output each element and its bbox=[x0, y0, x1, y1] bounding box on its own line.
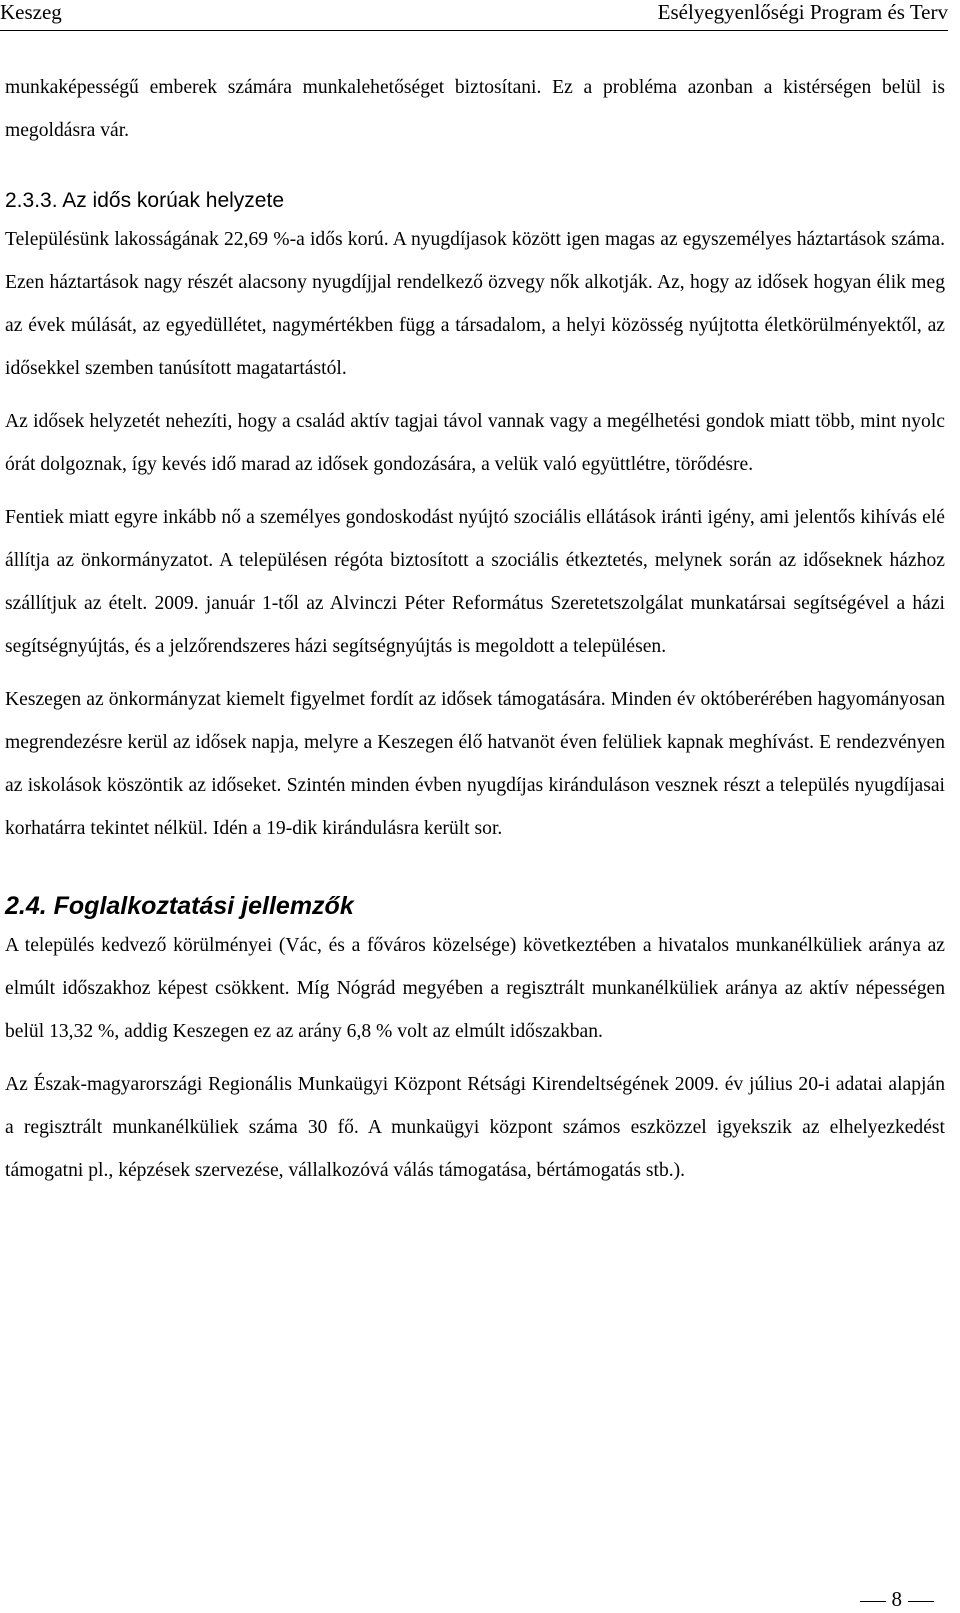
footer-rule-left bbox=[860, 1601, 886, 1602]
page-header bbox=[0, 0, 948, 31]
footer-rule-right bbox=[908, 1601, 934, 1602]
document-body bbox=[5, 66, 945, 1192]
header-title-right: Esélyegyenlőségi Program és Terv bbox=[657, 0, 948, 24]
section-heading-2-4: 2.4. Foglalkoztatási jellemzők bbox=[5, 892, 354, 920]
subsection-heading-2-3-3: 2.3.3. Az idős korúak helyzete bbox=[5, 189, 284, 212]
paragraph-employment-center: Az Észak-magyarországi Regionális Munkaügyi Központ Rétsági Kirendeltségének 2009. év július 20-i adatai alapján a regisztrált munkanélküliek száma 30 fő. A munkaügyi központ számos eszközzel igyekszik az elhelyezkedést támogatni pl., képzések szervezése, vállalkozóvá válás támogatása, bértámogatás stb.). bbox=[5, 1074, 945, 1181]
header-title-left: Keszeg bbox=[0, 0, 62, 24]
paragraph-elderly-support: Keszegen az önkormányzat kiemelt figyelmet fordít az idősek támogatására. Minden év októberérében hagyományosan megrendezésre kerül az idősek napja, melyre a Keszegen élő hatvanöt éven felüliek kapnak meghívást. E rendezvényen az iskolások köszöntik az időseket. Szintén minden évben nyugdíjas kiránduláson vesznek részt a település nyugdíjasai korhatárra tekintet nélkül. Idén a 19-dik kirándulásra került sor. bbox=[5, 689, 945, 839]
paragraph-social-services: Fentiek miatt egyre inkább nő a személyes gondoskodást nyújtó szociális ellátások iránti igény, ami jelentős kihívás elé állítja az önkormányzatot. A településen régóta biztosított a szociális étkeztetés, melynek során az időseknek házhoz szállítjuk az ételt. 2009. január 1-től az Alvinczi Péter Református Szeretetszolgálat munkatársai segítségével a házi segítségnyújtás, és a jelzőrendszeres házi segítségnyújtás is megoldott a településen. bbox=[5, 507, 945, 657]
page-footer bbox=[0, 1587, 940, 1612]
paragraph-unemployment-rate: A település kedvező körülményei (Vác, és a főváros közelsége) következtében a hivatalos munkanélküliek aránya az elmúlt időszakhoz képest csökkent. Míg Nógrád megyében a regisztrált munkanélküliek aránya az aktív népességen belül 13,32 %, addig Keszegen ez az arány 6,8 % volt az elmúlt időszakban. bbox=[5, 935, 945, 1042]
paragraph-continuation: munkaképességű emberek számára munkalehetőséget biztosítani. Ez a probléma azonban a kistérségen belül is megoldásra vár. bbox=[5, 77, 945, 141]
paragraph-elderly-population: Településünk lakosságának 22,69 %-a idős korú. A nyugdíjasok között igen magas az egyszemélyes háztartások száma. Ezen háztartások nagy részét alacsony nyugdíjjal rendelkező özvegy nők alkotják. Az, hogy az idősek hogyan élik meg az évek múlását, az egyedüllétet, nagymértékben függ a társadalom, a helyi közösség nyújtotta életkörülményektől, az idősekkel szemben tanúsított magatartástól. bbox=[5, 229, 945, 379]
page-number: 8 bbox=[891, 1587, 902, 1611]
paragraph-elderly-situation: Az idősek helyzetét nehezíti, hogy a család aktív tagjai távol vannak vagy a megélhetési gondok miatt több, mint nyolc órát dolgoznak, így kevés idő marad az idősek gondozására, a velük való együttlétre, törődésre. bbox=[5, 411, 945, 475]
